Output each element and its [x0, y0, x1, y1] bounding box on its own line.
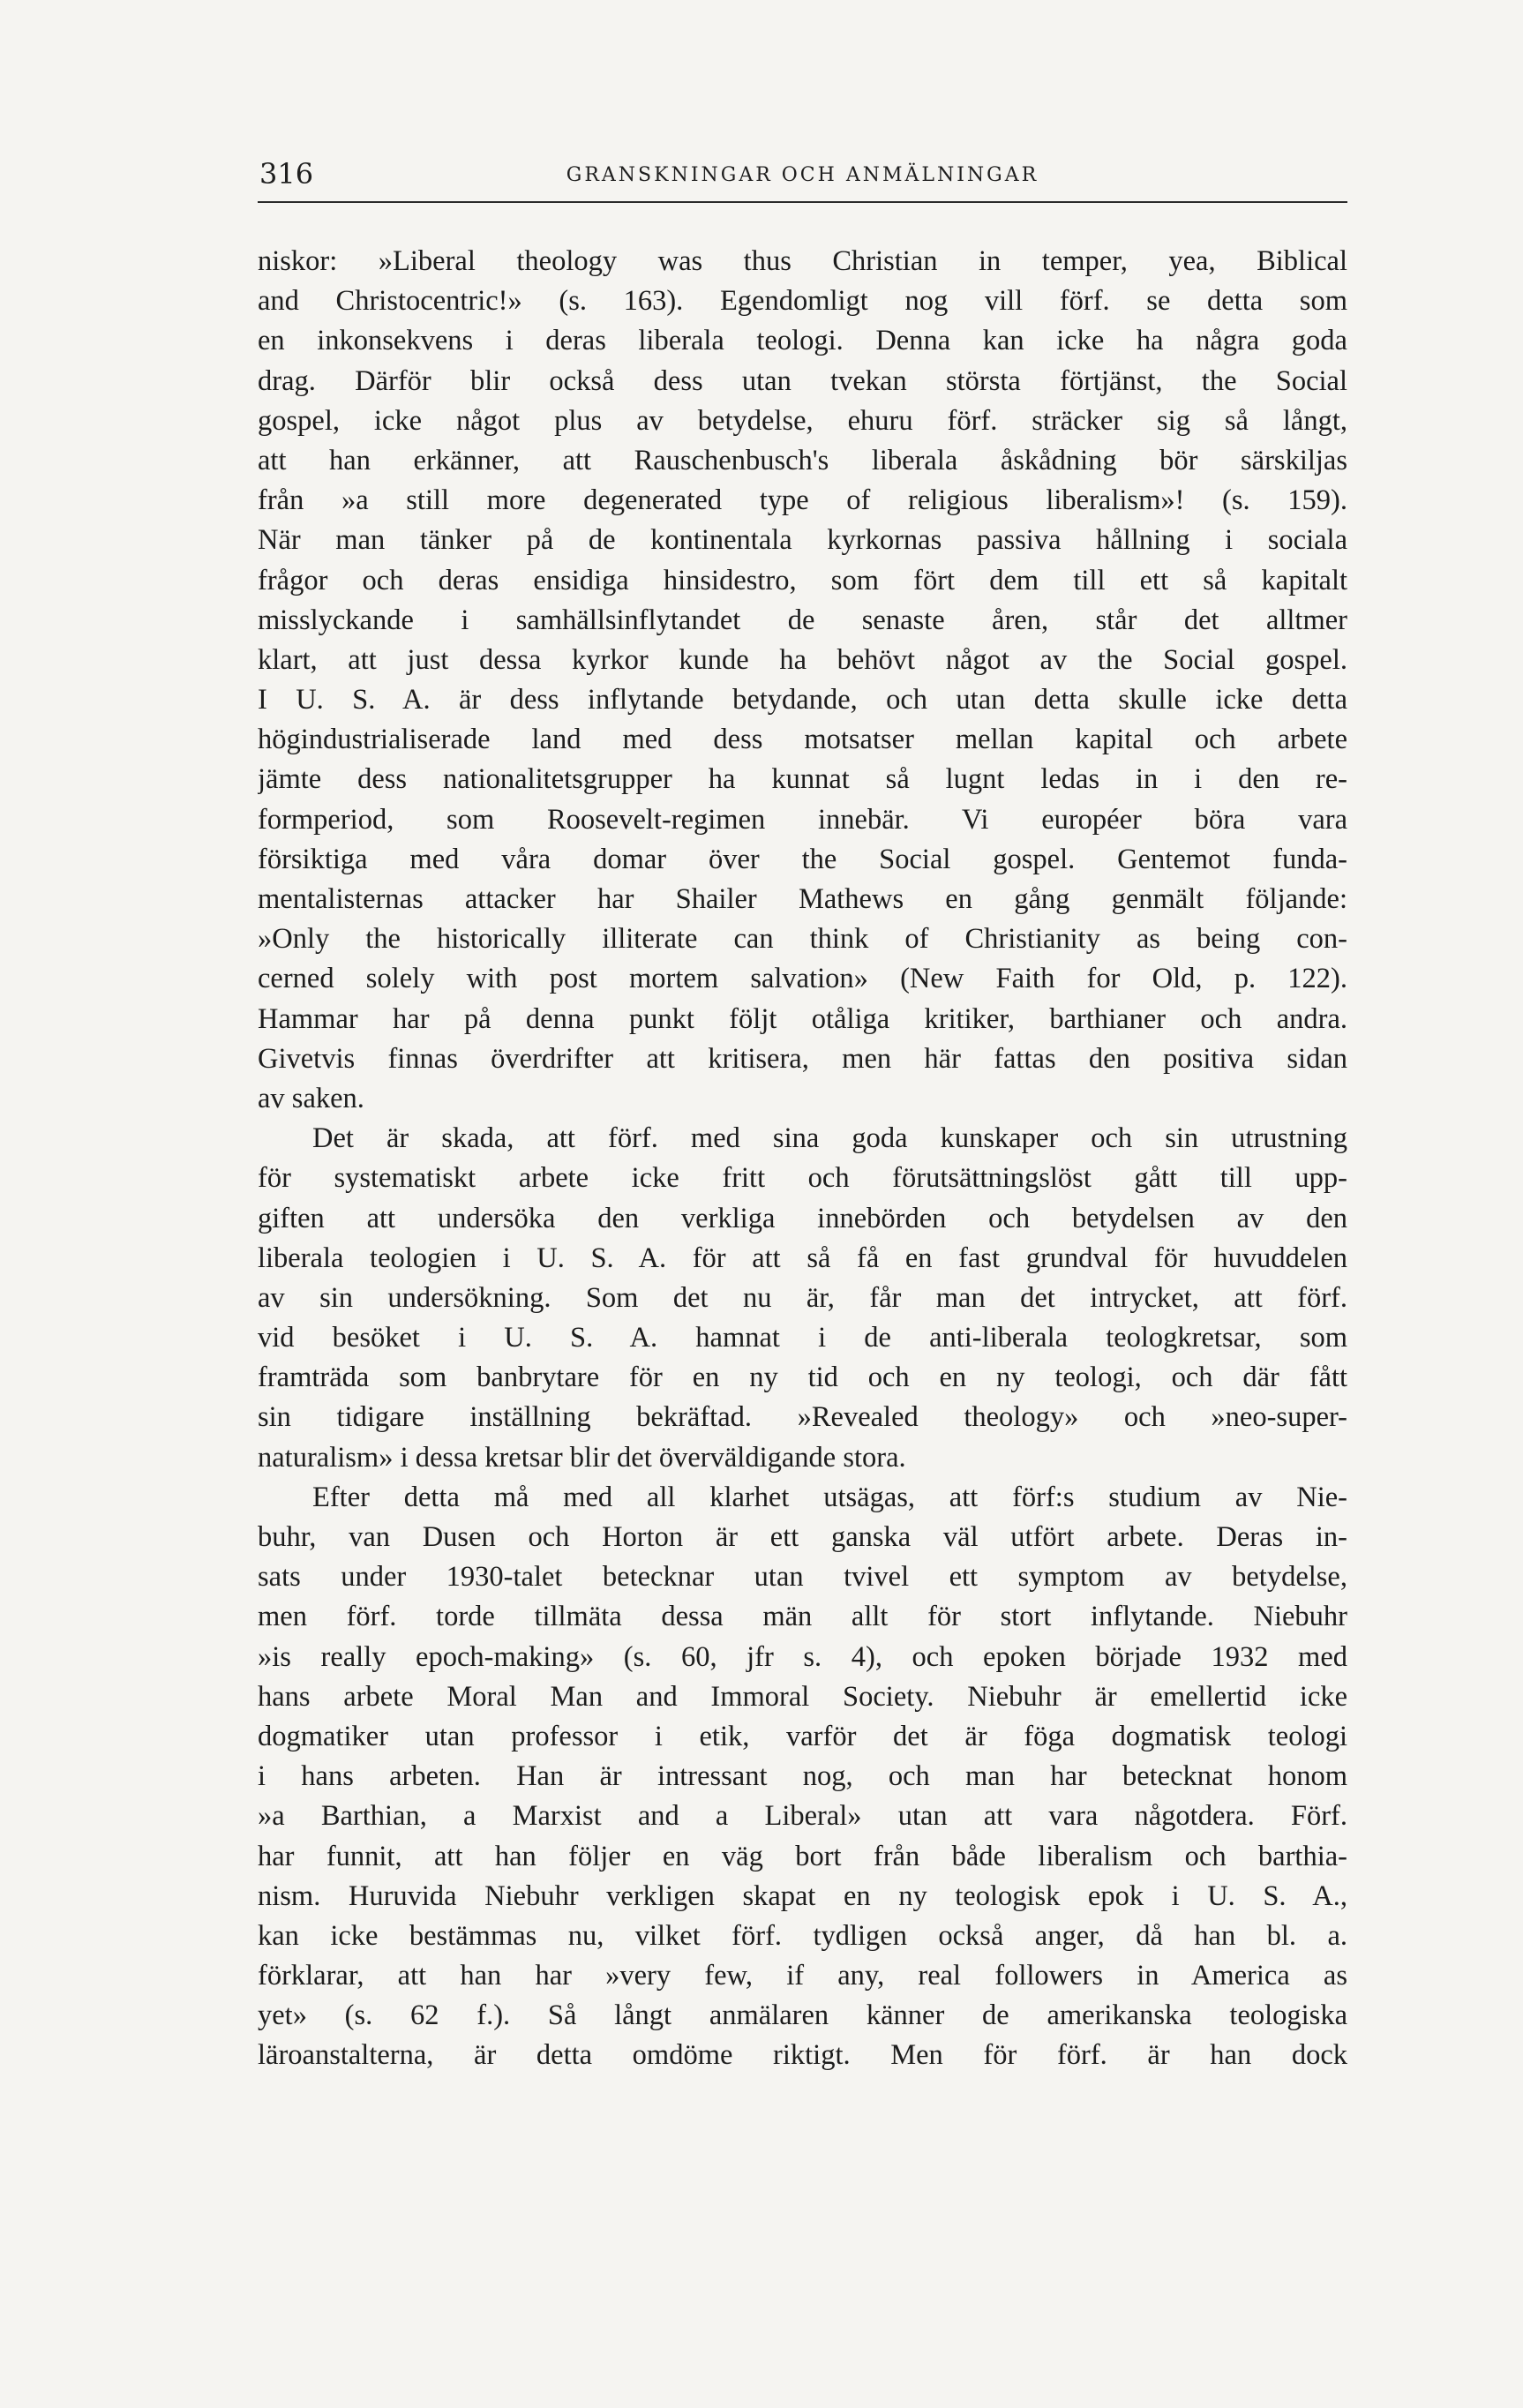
- text-line: klart, att just dessa kyrkor kunde ha behövt något av the Social gospel.: [258, 643, 1347, 676]
- page-number: 316: [259, 157, 314, 191]
- text-line: giften att undersöka den verkliga innebörden och betydelsen av den: [258, 1202, 1347, 1234]
- text-line: läroanstalterna, är detta omdöme riktigt. Men för förf. är han dock: [258, 2039, 1347, 2072]
- running-head: GRANSKNINGAR OCH ANMÄLNINGAR: [566, 164, 1039, 186]
- text-line: I U. S. A. är dess inflytande betydande, och utan detta skulle icke detta: [258, 684, 1347, 716]
- text-line: cerned solely with post mortem salvation» (New Faith for Old, p. 122).: [258, 963, 1347, 995]
- text-line: att han erkänner, att Rauschenbusch's liberala åskådning bör särskiljas: [258, 444, 1347, 476]
- text-line: försiktiga med våra domar över the Social gospel. Gentemot funda-: [258, 843, 1347, 875]
- text-line: yet» (s. 62 f.). Så långt anmälaren känner de amerikanska teologiska: [258, 1999, 1347, 2032]
- text-line: dogmatiker utan professor i etik, varför det är föga dogmatisk teologi: [258, 1720, 1347, 1752]
- text-line: misslyckande i samhällsinflytandet de senaste åren, står det alltmer: [258, 604, 1347, 636]
- text-line: en inkonsekvens i deras liberala teologi. Denna kan icke ha några goda: [258, 325, 1347, 357]
- text-line: förklarar, att han har »very few, if any, real followers in America as: [258, 1960, 1347, 1992]
- text-line: framträda som banbrytare för en ny tid och en ny teologi, och där fått: [258, 1362, 1347, 1394]
- text-line: av saken.: [258, 1082, 364, 1114]
- text-line: drag. Därför blir också dess utan tvekan största förtjänst, the Social: [258, 364, 1347, 397]
- text-line: frågor och deras ensidiga hinsidestro, som fört dem till ett så kapitalt: [258, 564, 1347, 596]
- text-line: Hammar har på denna punkt följt otåliga kritiker, barthianer och andra.: [258, 1002, 1347, 1035]
- text-line: nism. Huruvida Niebuhr verkligen skapat en ny teologisk epok i U. S. A.,: [258, 1879, 1347, 1912]
- text-line: liberala teologien i U. S. A. för att så få en fast grundval för huvuddelen: [258, 1242, 1347, 1274]
- text-line: hans arbete Moral Man and Immoral Society. Niebuhr är emellertid icke: [258, 1680, 1347, 1713]
- text-line: har funnit, att han följer en väg bort från både liberalism och barthia-: [258, 1840, 1347, 1872]
- text-line: »is really epoch-making» (s. 60, jfr s. 4), och epoken började 1932 med: [258, 1640, 1347, 1673]
- text-line: jämte dess nationalitetsgrupper ha kunnat så lugnt ledas in i den re-: [258, 763, 1347, 796]
- text-line: Givetvis finnas överdrifter att kritisera, men här fattas den positiva sidan: [258, 1042, 1347, 1075]
- text-line: för systematiskt arbete icke fritt och förutsättningslöst gått till upp-: [258, 1162, 1347, 1195]
- text-line: högindustrialiserade land med dess motsatser mellan kapital och arbete: [258, 724, 1347, 756]
- text-line: »a Barthian, a Marxist and a Liberal» utan att vara någotdera. Förf.: [258, 1800, 1347, 1833]
- body-text: [258, 242, 1347, 2076]
- text-line: sin tidigare inställning bekräftad. »Revealed theology» och »neo-super-: [258, 1401, 1347, 1434]
- text-line: and Christocentric!» (s. 163). Egendomligt nog vill förf. se detta som: [258, 285, 1347, 318]
- text-line: gospel, icke något plus av betydelse, ehuru förf. sträcker sig så långt,: [258, 404, 1347, 437]
- text-line: buhr, van Dusen och Horton är ett ganska väl utfört arbete. Deras in-: [258, 1521, 1347, 1553]
- text-line: kan icke bestämmas nu, vilket förf. tydligen också anger, då han bl. a.: [258, 1919, 1347, 1952]
- text-line: niskor: »Liberal theology was thus Christian in temper, yea, Biblical: [258, 245, 1347, 277]
- text-line: formperiod, som Roosevelt-regimen innebär. Vi européer böra vara: [258, 803, 1347, 836]
- text-line: »Only the historically illiterate can think of Christianity as being con-: [258, 923, 1347, 956]
- text-line: mentalisternas attacker har Shailer Mathews en gång genmält följande:: [258, 883, 1347, 915]
- text-line: sats under 1930-talet betecknar utan tvivel ett symptom av betydelse,: [258, 1561, 1347, 1594]
- text-line: vid besöket i U. S. A. hamnat i de anti-liberala teologkretsar, som: [258, 1322, 1347, 1354]
- text-line: Det är skada, att förf. med sina goda kunskaper och sin utrustning: [312, 1122, 1347, 1155]
- text-line: från »a still more degenerated type of religious liberalism»! (s. 159).: [258, 484, 1347, 517]
- text-line: Efter detta må med all klarhet utsägas, att förf:s studium av Nie-: [312, 1481, 1347, 1513]
- text-line: När man tänker på de kontinentala kyrkornas passiva hållning i sociala: [258, 524, 1347, 557]
- page-header: [258, 157, 1347, 203]
- text-line: i hans arbeten. Han är intressant nog, och man har betecknat honom: [258, 1760, 1347, 1793]
- text-line: men förf. torde tillmäta dessa män allt för stort inflytande. Niebuhr: [258, 1601, 1347, 1633]
- text-line: av sin undersökning. Som det nu är, får man det intrycket, att förf.: [258, 1281, 1347, 1314]
- text-line: naturalism» i dessa kretsar blir det överväldigande stora.: [258, 1441, 906, 1474]
